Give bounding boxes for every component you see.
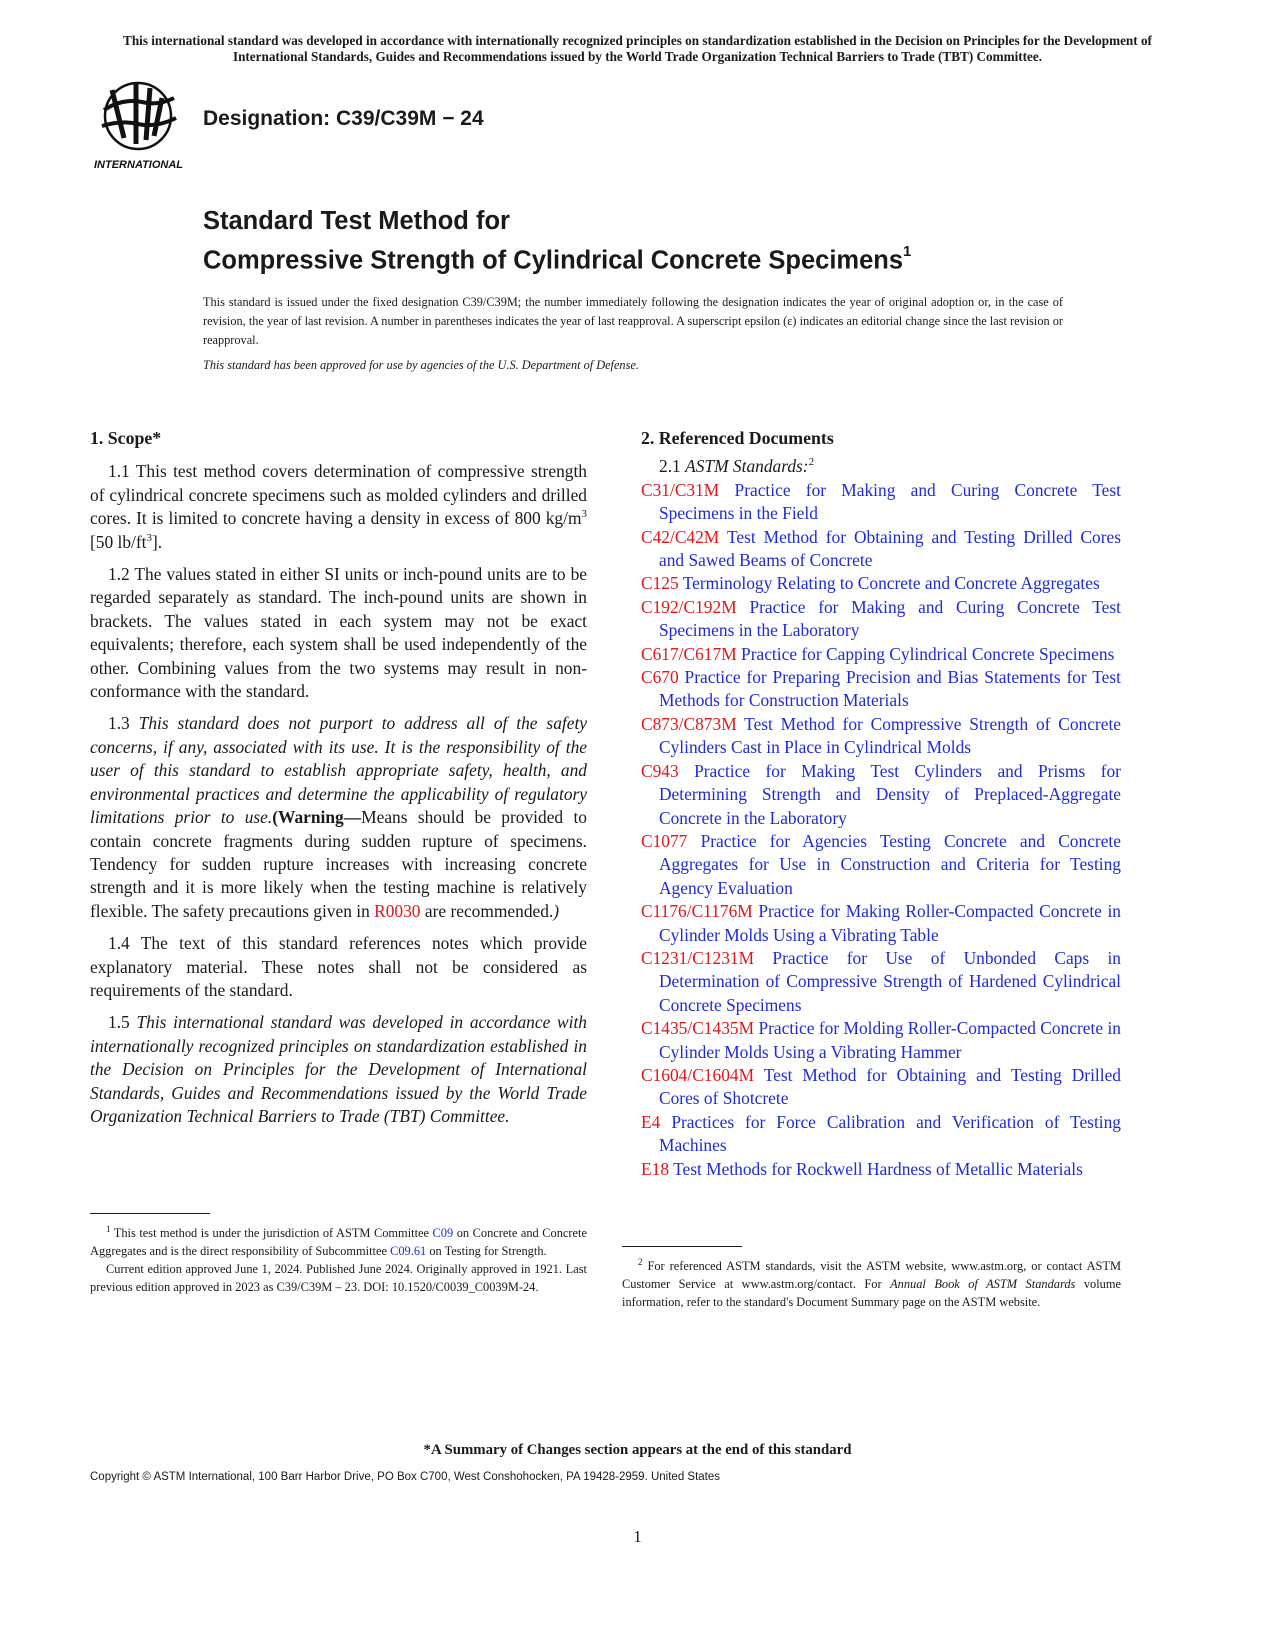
reference-code-link[interactable]: C1176/C1176M — [641, 901, 753, 922]
title-main: Compressive Strength of Cylindrical Concrete Specimens — [203, 246, 904, 275]
reference-title-link[interactable]: Practice for Making and Curing Concrete Test Specimens in the Field — [659, 479, 1121, 524]
footnote-2 — [622, 1257, 1121, 1311]
astm-logo-icon — [92, 80, 192, 172]
page-number: 1 — [633, 1527, 642, 1546]
sub-number: 2.1 — [659, 456, 686, 477]
title-line-1: Standard Test Method for — [203, 207, 510, 235]
reference-code-link[interactable]: C943 — [641, 760, 679, 781]
footnote-2-number: 2 — [638, 1256, 643, 1267]
paragraph-1-2: 1.2 The values stated in either SI units or inch-pound units are to be regarded separately as standard. The inch-pound units are shown in brackets. The values stated in each system may not be exact equivalents; therefore, each system shall be used independently of the other. Combining values from the two systems may result in non-conformance with the standard. — [90, 564, 587, 702]
reference-title-link[interactable]: Practices for Force Calibration and Verification of Testing Machines — [659, 1111, 1121, 1156]
section-heading-referenced-documents: 2. Referenced Documents — [641, 428, 834, 448]
reference-code-link[interactable]: C1604/C1604M — [641, 1064, 755, 1085]
reference-code-link[interactable]: C42/C42M — [641, 526, 720, 547]
p1-1-sup-1: 3 — [581, 508, 587, 521]
reference-title-link[interactable]: Practice for Making Roller-Compacted Concrete in Cylinder Molds Using a Vibrating Table — [659, 901, 1121, 945]
reference-title-link[interactable]: Practice for Agencies Testing Concrete and Concrete Aggregates for Use in Construction and Criteria for Testing Agency Evaluation — [659, 830, 1121, 898]
footnote-2-text-b: volume information, refer to the standard's Document Summary page on the ASTM website. — [622, 1277, 1121, 1309]
reference-title-link[interactable]: Practice for Molding Roller-Compacted Concrete in Cylinder Molds Using a Vibrating Hammer — [659, 1018, 1121, 1062]
reference-title-link[interactable]: Terminology Relating to Concrete and Concrete Aggregates — [682, 573, 1100, 594]
reference-code-link[interactable]: C670 — [641, 667, 679, 688]
paragraph-1-4: 1.4 The text of this standard references notes which provide explanatory material. These notes shall not be considered as requirements of the standard. — [90, 933, 587, 1000]
reference-item — [641, 526, 1121, 573]
reference-title-link[interactable]: Test Methods for Rockwell Hardness of Metallic Materials — [673, 1158, 1083, 1179]
summary-of-changes-note: *A Summary of Changes section appears at the end of this standard — [423, 1442, 852, 1458]
reference-title-link[interactable]: Test Method for Obtaining and Testing Drilled Cores and Sawed Beams of Concrete — [659, 526, 1121, 571]
footnote-1-para — [90, 1224, 587, 1260]
paragraph-1-1 — [90, 460, 587, 554]
p1-1-mid: [50 lb/ft — [90, 531, 147, 552]
reference-item — [641, 1064, 1121, 1111]
warning-text: Means should be provided to contain concrete fragments during sudden rupture of specimens. Tendency for sudden rupture increases with increasing concrete strength and it is more likely when the testing machine is relatively flexible. The safety precautions given in — [90, 807, 587, 921]
reference-code-link[interactable]: C617/C617M — [641, 643, 737, 664]
sub-footnote-mark: 2 — [808, 456, 815, 469]
footnote-1-number: 1 — [106, 1223, 111, 1234]
reference-item — [641, 666, 1121, 713]
reference-item — [641, 947, 1121, 1017]
subcommittee-c09-61-link[interactable]: C09.61 — [390, 1244, 427, 1258]
paragraph-1-3 — [90, 712, 587, 923]
reference-code-link[interactable]: E18 — [641, 1158, 670, 1179]
committee-c09-link[interactable]: C09 — [432, 1226, 454, 1240]
reference-code-link[interactable]: C125 — [641, 573, 679, 594]
reference-code-link[interactable]: C1231/C1231M — [641, 947, 755, 968]
footnote-1-text-a: This test method is under the jurisdiction of ASTM Committee — [110, 1226, 433, 1240]
p1-3-close: ) — [553, 900, 560, 921]
reference-item — [641, 479, 1121, 526]
reference-item — [641, 572, 1121, 595]
r0030-link[interactable]: R0030 — [374, 900, 421, 921]
reference-item — [641, 830, 1121, 900]
reference-title-link[interactable]: Practice for Making and Curing Concrete Test Specimens in the Laboratory — [659, 596, 1121, 641]
reference-title-link[interactable]: Practice for Making Test Cylinders and Prisms for Determining Strength and Density of Preplaced-Aggregate Concrete in the Laboratory — [659, 760, 1121, 828]
reference-code-link[interactable]: C873/C873M — [641, 713, 737, 734]
wto-notice: This international standard was developed in accordance with internationally recognized principles on standardization established in the Decision on Principles for the Development of International Standards, Guides and Recommendations issued by the World Trade Organization Technical Barriers to Trade (TBT) Committee. — [123, 33, 1152, 64]
left-column — [90, 427, 587, 1137]
p1-1-sup-2: 3 — [146, 531, 153, 544]
p1-1-end: ]. — [152, 531, 163, 552]
sub-label: ASTM Standards: — [685, 456, 809, 477]
footnote-2-para — [622, 1257, 1121, 1311]
title-footnote-mark: 1 — [903, 243, 912, 260]
logo-wordmark: INTERNATIONAL — [94, 159, 184, 171]
reference-item — [641, 596, 1121, 643]
reference-title-link[interactable]: Test Method for Obtaining and Testing Drilled Cores of Shotcrete — [659, 1064, 1121, 1109]
reference-code-link[interactable]: C31/C31M — [641, 479, 720, 500]
reference-code-link[interactable]: E4 — [641, 1111, 661, 1132]
p1-1-text: 1.1 This test method covers determination of compressive strength of cylindrical concrete specimens such as molded cylinders and drilled cores. It is limited to concrete having a density in excess of 800 kg/m — [90, 461, 587, 529]
footnote-2-italic: Annual Book of ASTM Standards — [890, 1277, 1076, 1291]
reference-code-link[interactable]: C1435/C1435M — [641, 1018, 755, 1039]
paragraph-1-5 — [90, 1011, 587, 1128]
footnote-1-text-c: on Testing for Strength. — [426, 1244, 547, 1258]
reference-item — [641, 713, 1121, 760]
footnote-1 — [90, 1224, 587, 1296]
p1-3-number: 1.3 — [108, 713, 139, 734]
title-line-2 — [203, 238, 911, 278]
designation: Designation: C39/C39M − 24 — [203, 107, 484, 130]
reference-list — [641, 479, 1121, 1181]
section-heading-scope: 1. Scope* — [90, 428, 162, 448]
reference-code-link[interactable]: C192/C192M — [641, 596, 737, 617]
reference-title-link[interactable]: Practice for Preparing Precision and Bias Statements for Test Methods for Construction Materials — [659, 667, 1121, 711]
footnote-rule-right — [622, 1246, 742, 1247]
footnote-1-edition: Current edition approved June 1, 2024. Published June 2024. Originally approved in 1921. Last previous edition approved in 2023 as C39/C39M – 23. DOI: 10.1520/C0039_C0039M-24. — [90, 1262, 587, 1294]
reference-item — [641, 900, 1121, 947]
reference-item — [641, 1111, 1121, 1158]
footnote-rule-left — [90, 1213, 210, 1214]
footnote-2-text-a: For referenced ASTM standards, visit the ASTM website, www.astm.org, or contact ASTM Customer Service at www.astm.org/contact. For — [622, 1259, 1121, 1291]
dod-approval-note: This standard has been approved for use by agencies of the U.S. Department of Defense. — [203, 358, 639, 372]
document-title — [203, 205, 911, 278]
issue-note: This standard is issued under the fixed designation C39/C39M; the number immediately following the designation indicates the year of original adoption or, in the case of revision, the year of last revision. A number in parentheses indicates the year of last reapproval. A superscript epsilon (ε) indicates an editorial change since the last revision or reapproval. — [203, 295, 1063, 347]
reference-item — [641, 643, 1121, 666]
p1-3-italic: This standard does not purport to address all of the safety concerns, if any, associated with its use. It is the responsibility of the user of this standard to establish appropriate safety, health, and environmental practices and determine the applicability of regulatory limitations prior to use. — [90, 713, 587, 828]
astm-logo — [92, 80, 192, 172]
p1-3-end: are recommended. — [420, 900, 554, 921]
reference-title-link[interactable]: Practice for Use of Unbonded Caps in Determination of Compressive Strength of Hardened Cylindrical Concrete Specimens — [659, 947, 1121, 1015]
p1-5-italic: This international standard was developed in accordance with internationally recognized principles on standardization established in the Decision on Principles for the Development of International Standards, Guides and Recommendations issued by the World Trade Organization Technical Barriers to Trade (TBT) Committee. — [90, 1012, 587, 1126]
right-column — [641, 427, 1121, 1181]
reference-title-link[interactable]: Test Method for Compressive Strength of Concrete Cylinders Cast in Place in Cylindrical Molds — [659, 713, 1121, 758]
reference-item — [641, 1017, 1121, 1064]
astm-standards-subheading — [659, 455, 1121, 478]
reference-item — [641, 1158, 1121, 1181]
reference-item — [641, 760, 1121, 830]
footnote-1-text-b: on Concrete and Concrete Aggregates and is the direct responsibility of Subcommittee — [90, 1226, 587, 1258]
reference-code-link[interactable]: C1077 — [641, 830, 688, 851]
warning-label: (Warning— — [272, 807, 362, 828]
reference-title-link[interactable]: Practice for Capping Cylindrical Concrete Specimens — [741, 643, 1115, 664]
p1-5-number: 1.5 — [108, 1012, 137, 1033]
copyright: Copyright © ASTM International, 100 Barr Harbor Drive, PO Box C700, West Conshohocken, PA 19428-2959. United States — [90, 1471, 721, 1483]
